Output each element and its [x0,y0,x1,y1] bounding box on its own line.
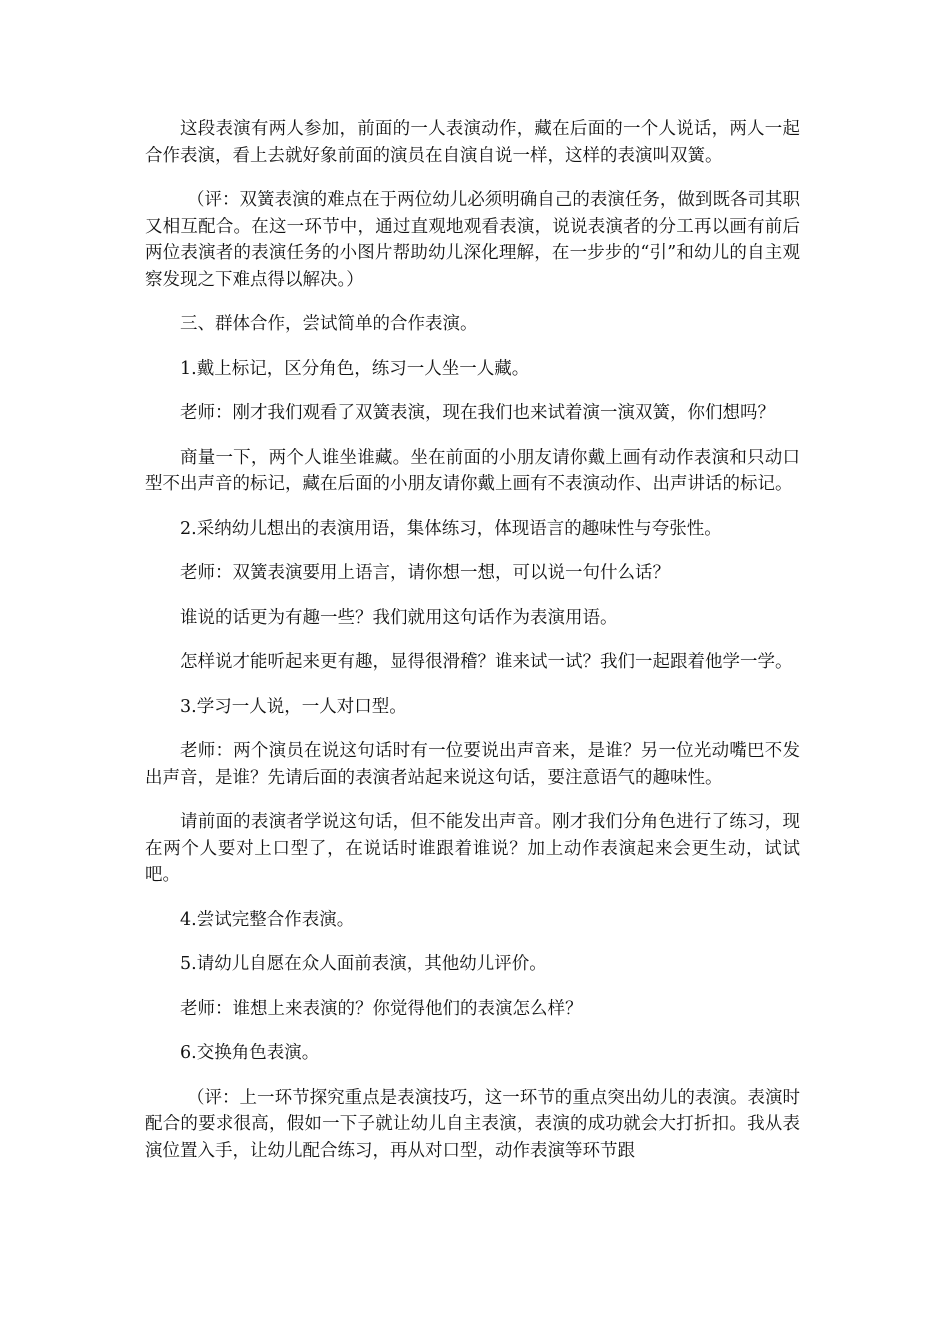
paragraph-lip-sync: 请前面的表演者学说这句话，但不能发出声音。刚才我们分角色进行了练习，现在两个人要对上口型了，在说话时谁跟着谁说？加上动作表演起来会更生动，试试吧。 [145,812,800,885]
paragraph-comment-2: （评：上一环节探究重点是表演技巧，这一环节的重点突出幼儿的表演。表演时配合的要求很高，假如一下子就让幼儿自主表演，表演的成功就会大打折扣。我从表演位置入手，让幼儿配合练习，再从对口型，动作表演等环节跟 [145,1087,800,1161]
teacher-line-1: 老师：刚才我们观看了双簧表演，现在我们也来试着演一演双簧，你们想吗？ [180,403,775,423]
step-6: 6.交换角色表演。 [180,1043,320,1063]
paragraph-comment-1: （评：双簧表演的难点在于两位幼儿必须明确自己的表演任务，做到既各司其职又相互配合。在这一环节中，通过直观地观看表演，说说表演者的分工再以画有前后两位表演者的表演任务的小图片帮助幼儿深化理解，在一步步的“引”和幼儿的自主观察发现之下难点得以解决。） [145,190,800,290]
teacher-line-2: 老师：双簧表演要用上语言，请你想一想，可以说一句什么话？ [180,563,670,583]
teacher-line-3: 老师：两个演员在说这句话时有一位要说出声音来，是谁？另一位光动嘴巴不发出声音，是谁？先请后面的表演者站起来说这句话，要注意语气的趣味性。 [145,741,800,788]
step-2: 2.采纳幼儿想出的表演用语，集体练习，体现语言的趣味性与夸张性。 [180,518,722,539]
paragraph-roles: 商量一下，两个人谁坐谁藏。坐在前面的小朋友请你戴上画有动作表演和只动口型不出声音的标记，藏在后面的小朋友请你戴上画有不表演动作、出声讲话的标记。 [145,447,800,494]
paragraph-how-to-say: 怎样说才能听起来更有趣，显得很滑稽？谁来试一试？我们一起跟着他学一学。 [180,652,793,672]
step-5: 5.请幼儿自愿在众人面前表演，其他幼儿评价。 [180,954,547,974]
teacher-line-4: 老师：谁想上来表演的？你觉得他们的表演怎么样？ [180,998,583,1019]
paragraph-intro: 这段表演有两人参加，前面的一人表演动作，藏在后面的一个人说话，两人一起合作表演，看上去就好象前面的演员在自演自说一样，这样的表演叫双簧。 [145,119,800,166]
section-heading-3: 三、群体合作，尝试简单的合作表演。 [180,314,478,334]
step-1: 1.戴上标记，区分角色，练习一人坐一人藏。 [180,358,530,379]
paragraph-funny-line: 谁说的话更为有趣一些？我们就用这句话作为表演用语。 [180,607,618,628]
document-page [145,116,800,1182]
step-3: 3.学习一人说，一人对口型。 [180,696,407,717]
step-4: 4.尝试完整合作表演。 [180,909,355,930]
